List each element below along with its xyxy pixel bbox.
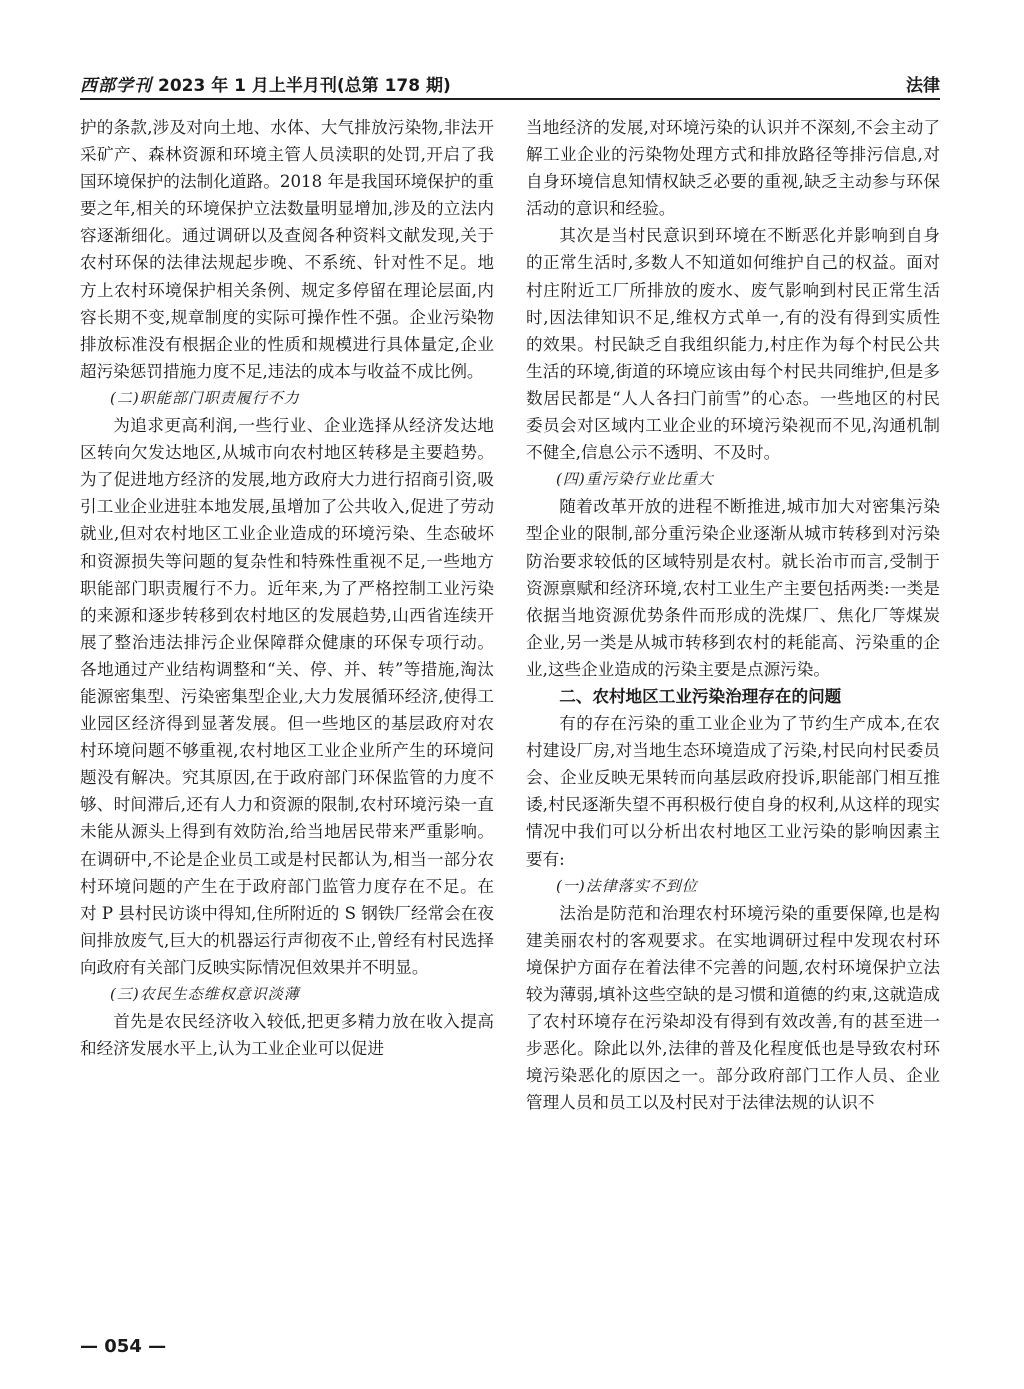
paragraph: 有的存在污染的重工业企业为了节约生产成本,在农村建设厂房,对当地生态环境造成了污染,村民向村民委员会、企业反映无果转而向基层政府投诉,职能部门相互推诿,村民逐渐失望不再积极行使自身的权利,从这样的现实情况中我们可以分析出农村地区工业污染的影响因素主要有: <box>526 714 940 869</box>
header-divider <box>80 98 940 100</box>
paragraph: 当地经济的发展,对环境污染的认识并不深刻,不会主动了解工业企业的污染物处理方式和排放路径等排污信息,对自身环境信息知情权缺乏必要的重视,缺乏主动参与环保活动的意识和经验。 <box>526 118 940 219</box>
subsection-heading: (一)法律落实不到位 <box>556 876 698 895</box>
section-label: 法律 <box>906 76 940 96</box>
paragraph: 随着改革开放的进程不断推进,城市加大对密集污染型企业的限制,部分重污染企业逐渐从城市转移到对污染防治要求较低的区域特别是农村。就长治市而言,受制于资源禀赋和经济环境,农村工业生产主要包括两类:一类是依据当地资源优势条件而形成的洗煤厂、焦化厂等煤炭企业,另一类是从城市转移到农村的耗能高、污染重的企业,这些企业造成的污染主要是点源污染。 <box>526 497 940 679</box>
paragraph: 法治是防范和治理农村环境污染的重要保障,也是构建美丽农村的客观要求。在实地调研过程中发现农村环境保护方面存在着法律不完善的问题,农村环境保护立法较为薄弱,填补这些空缺的是习惯和道德的约束,这就造成了农村环境存在污染却没有得到有效改善,有的甚至进一步恶化。除此以外,法律的普及化程度低也是导致农村环境污染恶化的原因之一。部分政府部门工作人员、企业管理人员和员工以及村民对于法律法规的认识不 <box>526 903 940 1113</box>
journal-issue: 2023 年 1 月上半月刊(总第 178 期) <box>158 76 451 96</box>
paragraph: 其次是当村民意识到环境在不断恶化并影响到自身的正常生活时,多数人不知道如何维护自己的权益。面对村庄附近工厂所排放的废水、废气影响到村民正常生活时,因法律知识不足,维权方式单一,有的没有得到实质性的效果。村民缺乏自我组织能力,村庄作为每个村民公共生活的环境,街道的环境应该由每个村民共同维护,但是多数居民都是“人人各扫门前雪”的心态。一些地区的村民委员会对区域内工业企业的环境污染视而不见,沟通机制不健全,信息公示不透明、不及时。 <box>526 226 940 463</box>
page-number: — 054 — <box>80 1336 167 1357</box>
subsection-heading: (四)重污染行业比重大 <box>556 470 714 489</box>
section-heading: 二、农村地区工业污染治理存在的问题 <box>559 686 842 706</box>
subsection-heading: (二)职能部门职责履行不力 <box>110 388 300 407</box>
paragraph: 为追求更高利润,一些行业、企业选择从经济发达地区转向欠发达地区,从城市向农村地区转移是主要趋势。为了促进地方经济的发展,地方政府大力进行招商引资,吸引工业企业进驻本地发展,虽增加了公共收入,促进了劳动就业,但对农村地区工业企业造成的环境污染、生态破坏和资源损失等问题的复杂性和特殊性重视不足,一些地方职能部门职责履行不力。近年来,为了严格控制工业污染的来源和逐步转移到农村地区的发展趋势,山西省连续开展了整治违法排污企业保障群众健康的环保专项行动。各地通过产业结构调整和“关、停、并、转”等措施,淘汰能源密集型、污染密集型企业,大力发展循环经济,使得工业园区经济得到显著发展。但一些地区的基层政府对农村环境问题不够重视,农村地区工业企业所产生的环境问题没有解决。究其原因,在于政府部门环保监管的力度不够、时间滞后,还有人力和资源的限制,农村环境污染一直未能从源头上得到有效防治,给当地居民带来严重影响。在调研中,不论是企业员工或是村民都认为,相当一部分农村环境问题的产生在于政府部门监管力度存在不足。在对 P 县村民访谈中得知,住所附近的 S 钢铁厂经常会在夜间排放废气,巨大的机器运行声彻夜不止,曾经有村民选择向政府有关部门反映实际情况但效果并不明显。 <box>80 416 494 977</box>
subsection-heading: (三)农民生态维权意识淡薄 <box>110 985 300 1003</box>
right-column <box>526 114 940 1314</box>
running-header <box>80 63 940 97</box>
paragraph: 首先是农民经济收入较低,把更多精力放在收入提高和经济发展水平上,认为工业企业可以促进 <box>80 1012 494 1059</box>
paragraph: 护的条款,涉及对向土地、水体、大气排放污染物,非法开采矿产、森林资源和环境主管人员渎职的处罚,开启了我国环境保护的法制化道路。2018 年是我国环境保护的重要之年,相关的环境保护立法数量明显增加,涉及的立法内容逐渐细化。通过调研以及查阅各种资料文献发现,关于农村环保的法律法规起步晚、不系统、针对性不足。地方上农村环境保护相关条例、规定多停留在理论层面,内容长期不变,规章制度的实际可操作性不强。企业污染物排放标准没有根据企业的性质和规模进行具体量定,企业超污染惩罚措施力度不足,违法的成本与收益不成比例。 <box>80 118 494 381</box>
journal-logo: 西部学刊 <box>80 76 152 96</box>
left-column <box>80 114 494 1314</box>
